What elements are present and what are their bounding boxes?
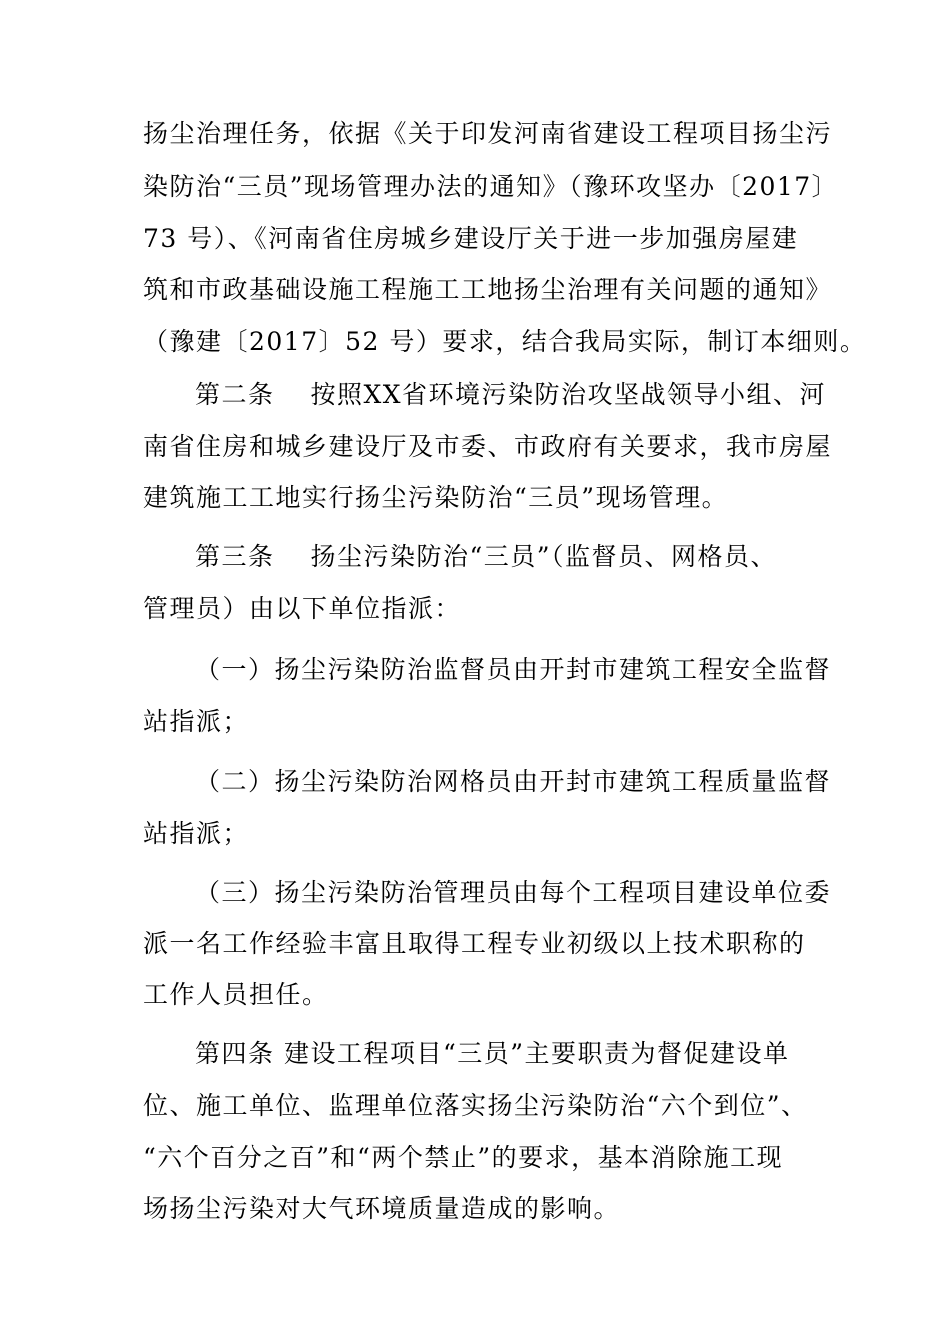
article-4-line-1: 第四条 建设工程项目“三员”主要职责为督促建设单	[195, 1039, 790, 1068]
article-4-line-4: 场扬尘污染对大气环境质量造成的影响。	[143, 1194, 621, 1223]
item-1-line-1: （一）扬尘污染防治监督员由开封市建筑工程安全监督	[195, 655, 832, 684]
item-3-line-2: 派一名工作经验丰富且取得工程专业初级以上技术职称的	[143, 929, 806, 958]
item-2-line-2: 站指派；	[143, 819, 250, 848]
item-3-line-1: （三）扬尘污染防治管理员由每个工程项目建设单位委	[195, 878, 832, 907]
article-2-line-1: 第二条 按照XX省环境污染防治攻坚战领导小组、河	[195, 380, 827, 409]
paragraph-1-line-1: 扬尘治理任务，依据《关于印发河南省建设工程项目扬尘污	[143, 119, 833, 148]
paragraph-1-line-3: 73 号）、《河南省住房城乡建设厅关于进一步加强房屋建	[143, 224, 799, 253]
article-3-line-2: 管理员）由以下单位指派：	[143, 594, 462, 623]
article-3-line-1: 第三条 扬尘污染防治“三员”（监督员、网格员、	[195, 542, 778, 571]
paragraph-1-line-2: 染防治“三员”现场管理办法的通知》（豫环攻坚办〔2017〕	[143, 172, 839, 201]
item-3-line-3: 工作人员担任。	[143, 980, 329, 1009]
item-1-line-2: 站指派；	[143, 707, 250, 736]
paragraph-1-line-5: （豫建〔2017〕52 号）要求，结合我局实际，制订本细则。	[143, 327, 867, 356]
paragraph-1-line-4: 筑和市政基础设施工程施工工地扬尘治理有关问题的通知》	[143, 275, 833, 304]
article-4-line-2: 位、施工单位、监理单位落实扬尘污染防治“六个到位”、	[143, 1091, 808, 1120]
item-2-line-1: （二）扬尘污染防治网格员由开封市建筑工程质量监督	[195, 767, 832, 796]
article-4-line-3: “六个百分之百”和“两个禁止”的要求，基本消除施工现	[143, 1143, 784, 1172]
article-2-line-2: 南省住房和城乡建设厅及市委、市政府有关要求，我市房屋	[143, 432, 833, 461]
article-2-line-3: 建筑施工工地实行扬尘污染防治“三员”现场管理。	[143, 483, 729, 512]
